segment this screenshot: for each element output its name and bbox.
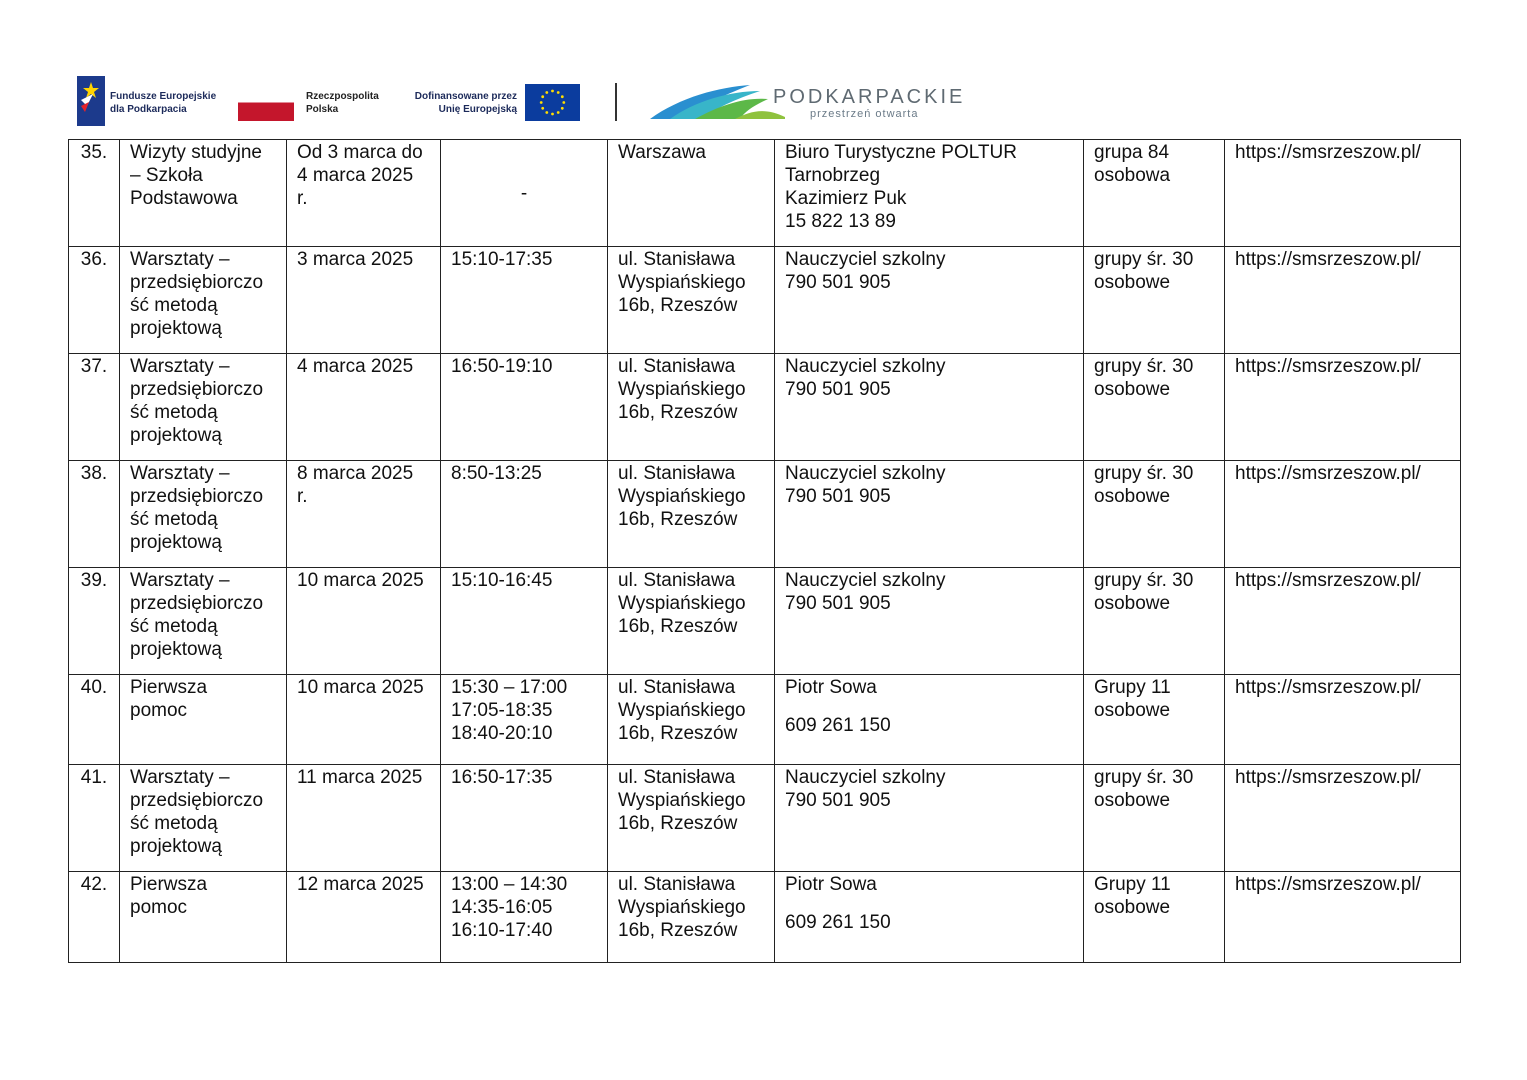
place-line: 16b, Rzeszów: [618, 920, 738, 941]
place-line: 16b, Rzeszów: [618, 295, 738, 316]
title-line: pomoc: [130, 700, 188, 721]
place-line: Wyspiańskiego: [618, 897, 746, 918]
row-group: [1084, 140, 1225, 247]
row-contact: [775, 568, 1084, 675]
row-place: [608, 568, 775, 675]
title-line: Podstawowa: [130, 188, 238, 209]
place-line: Warszawa: [618, 142, 706, 163]
time-line: 15:10-17:35: [451, 249, 553, 270]
row-place: [608, 247, 775, 354]
place-line: ul. Stanisława: [618, 356, 736, 377]
place-line: Wyspiańskiego: [618, 272, 746, 293]
group-line: Grupy 11: [1094, 677, 1171, 698]
title-line: Wizyty studyjne: [130, 142, 262, 163]
contact-phone: 609 261 150: [785, 715, 891, 736]
logo-separator: [615, 83, 617, 121]
date-line: r.: [297, 486, 308, 507]
title-line: projektową: [130, 318, 222, 339]
title-line: przedsiębiorczo: [130, 379, 264, 400]
date-line: 11 marca 2025: [297, 767, 423, 788]
date-line: 4 marca 2025: [297, 356, 414, 377]
contact-line: Nauczyciel szkolny: [785, 570, 946, 591]
row-time: [441, 140, 608, 247]
place-line: ul. Stanisława: [618, 874, 736, 895]
title-line: Warsztaty –: [130, 249, 230, 270]
row-title: [120, 247, 287, 354]
table-row: [69, 765, 1461, 872]
date-line: 4 marca 2025: [297, 165, 414, 186]
place-line: ul. Stanisława: [618, 570, 736, 591]
time-line: 8:50-13:25: [451, 463, 542, 484]
row-group: [1084, 872, 1225, 963]
row-url[interactable]: https://smsrzeszow.pl/: [1225, 568, 1461, 675]
title-line: Warsztaty –: [130, 463, 230, 484]
title-line: ść metodą: [130, 813, 218, 834]
table-row: [69, 247, 1461, 354]
time-line: 17:05-18:35: [451, 700, 553, 721]
title-line: ść metodą: [130, 509, 218, 530]
contact-name: Piotr Sowa: [785, 677, 877, 698]
row-title: [120, 568, 287, 675]
group-line: osobowa: [1094, 165, 1171, 186]
contact-line: Biuro Turystyczne POLTUR: [785, 142, 1017, 163]
podkarpackie-logo-name: PODKARPACKIE: [773, 86, 966, 108]
title-line: przedsiębiorczo: [130, 272, 264, 293]
row-time: [441, 247, 608, 354]
contact-spacer: [785, 896, 1073, 911]
row-time: [441, 354, 608, 461]
time-line: -: [520, 183, 528, 204]
row-url[interactable]: https://smsrzeszow.pl/: [1225, 247, 1461, 354]
group-line: grupy śr. 30: [1094, 356, 1194, 377]
contact-line: Nauczyciel szkolny: [785, 767, 946, 788]
row-place: [608, 354, 775, 461]
contact-spacer: [785, 699, 1073, 714]
row-place: [608, 140, 775, 247]
row-place: [608, 675, 775, 765]
funds-logo-line1: Fundusze Europejskie: [110, 91, 217, 102]
row-group: [1084, 461, 1225, 568]
contact-line: 790 501 905: [785, 379, 891, 400]
row-url[interactable]: https://smsrzeszow.pl/: [1225, 765, 1461, 872]
place-line: 16b, Rzeszów: [618, 813, 738, 834]
time-line: 13:00 – 14:30: [451, 874, 568, 895]
row-number: 40.: [69, 675, 120, 765]
group-line: Grupy 11: [1094, 874, 1171, 895]
row-time: [441, 568, 608, 675]
group-line: osobowe: [1094, 486, 1171, 507]
place-line: ul. Stanisława: [618, 677, 736, 698]
podkarpackie-logo-tagline: przestrzeń otwarta: [810, 108, 919, 120]
eu-logo-line2: Unię Europejską: [438, 104, 517, 115]
contact-name: Piotr Sowa: [785, 874, 877, 895]
row-contact: [775, 354, 1084, 461]
row-contact: [775, 140, 1084, 247]
header-logos: [0, 0, 1527, 135]
row-contact: [775, 247, 1084, 354]
title-line: projektową: [130, 836, 222, 857]
title-line: ść metodą: [130, 295, 218, 316]
row-title: [120, 354, 287, 461]
title-line: ść metodą: [130, 616, 218, 637]
row-contact: [775, 461, 1084, 568]
row-group: [1084, 354, 1225, 461]
row-date: [287, 872, 441, 963]
row-url[interactable]: https://smsrzeszow.pl/: [1225, 872, 1461, 963]
podkarpackie-wave-icon: [650, 83, 785, 121]
place-line: Wyspiańskiego: [618, 790, 746, 811]
row-date: [287, 461, 441, 568]
row-url[interactable]: https://smsrzeszow.pl/: [1225, 140, 1461, 247]
date-line: r.: [297, 188, 308, 209]
row-url[interactable]: https://smsrzeszow.pl/: [1225, 354, 1461, 461]
row-contact: [775, 872, 1084, 963]
place-line: Wyspiańskiego: [618, 593, 746, 614]
row-group: [1084, 568, 1225, 675]
row-title: [120, 675, 287, 765]
row-number: 36.: [69, 247, 120, 354]
row-time: [441, 675, 608, 765]
date-line: 12 marca 2025: [297, 874, 424, 895]
eu-logo-line1: Dofinansowane przez: [414, 91, 517, 102]
time-line: 16:50-17:35: [451, 767, 553, 788]
funds-logo-line2: dla Podkarpacia: [110, 104, 187, 115]
title-line: ść metodą: [130, 402, 218, 423]
row-group: [1084, 675, 1225, 765]
date-line: 8 marca 2025: [297, 463, 414, 484]
time-line: 14:35-16:05: [451, 897, 553, 918]
row-place: [608, 872, 775, 963]
title-line: przedsiębiorczo: [130, 486, 264, 507]
contact-phone: 609 261 150: [785, 912, 891, 933]
row-number: 37.: [69, 354, 120, 461]
title-line: Pierwsza: [130, 874, 208, 895]
place-line: Wyspiańskiego: [618, 700, 746, 721]
table-row: [69, 140, 1461, 247]
group-line: grupy śr. 30: [1094, 249, 1194, 270]
schedule-table: [68, 139, 1461, 963]
row-url[interactable]: https://smsrzeszow.pl/: [1225, 461, 1461, 568]
place-line: Wyspiańskiego: [618, 379, 746, 400]
contact-line: Kazimierz Puk: [785, 188, 907, 209]
row-date: [287, 568, 441, 675]
funds-logo-icon: [77, 76, 105, 126]
title-line: projektową: [130, 532, 222, 553]
place-line: 16b, Rzeszów: [618, 402, 738, 423]
place-line: 16b, Rzeszów: [618, 723, 738, 744]
row-group: [1084, 765, 1225, 872]
title-line: projektową: [130, 425, 222, 446]
row-date: [287, 675, 441, 765]
row-url[interactable]: https://smsrzeszow.pl/: [1225, 675, 1461, 765]
eu-flag-icon: [525, 84, 580, 121]
group-line: osobowe: [1094, 897, 1171, 918]
row-title: [120, 765, 287, 872]
row-title: [120, 872, 287, 963]
time-line: 15:10-16:45: [451, 570, 553, 591]
row-title: [120, 461, 287, 568]
time-line: 16:10-17:40: [451, 920, 553, 941]
contact-line: 790 501 905: [785, 593, 891, 614]
poland-logo-line2: Polska: [306, 104, 339, 115]
group-line: grupa 84: [1094, 142, 1170, 163]
row-number: 41.: [69, 765, 120, 872]
row-contact: [775, 675, 1084, 765]
row-title: [120, 140, 287, 247]
row-contact: [775, 765, 1084, 872]
table-row: [69, 568, 1461, 675]
time-line: 15:30 – 17:00: [451, 677, 568, 698]
contact-line: Tarnobrzeg: [785, 165, 881, 186]
title-line: projektową: [130, 639, 222, 660]
row-date: [287, 354, 441, 461]
group-line: grupy śr. 30: [1094, 463, 1194, 484]
contact-line: 15 822 13 89: [785, 211, 896, 232]
title-line: Warsztaty –: [130, 570, 230, 591]
title-line: – Szkoła: [130, 165, 203, 186]
title-line: Warsztaty –: [130, 767, 230, 788]
time-line: 18:40-20:10: [451, 723, 553, 744]
row-time: [441, 461, 608, 568]
row-date: [287, 247, 441, 354]
contact-line: 790 501 905: [785, 790, 891, 811]
row-place: [608, 765, 775, 872]
row-number: 35.: [69, 140, 120, 247]
group-line: osobowe: [1094, 272, 1171, 293]
date-line: 3 marca 2025: [297, 249, 414, 270]
eu-logo-text: [411, 90, 517, 116]
contact-line: Nauczyciel szkolny: [785, 249, 946, 270]
title-line: Warsztaty –: [130, 356, 230, 377]
row-date: [287, 765, 441, 872]
contact-line: Nauczyciel szkolny: [785, 463, 946, 484]
row-number: 38.: [69, 461, 120, 568]
table-row: [69, 872, 1461, 963]
date-line: Od 3 marca do: [297, 142, 423, 163]
contact-line: Nauczyciel szkolny: [785, 356, 946, 377]
place-line: Wyspiańskiego: [618, 486, 746, 507]
contact-line: 790 501 905: [785, 272, 891, 293]
title-line: pomoc: [130, 897, 188, 918]
contact-line: 790 501 905: [785, 486, 891, 507]
place-line: ul. Stanisława: [618, 249, 736, 270]
group-line: grupy śr. 30: [1094, 570, 1194, 591]
group-line: osobowe: [1094, 790, 1171, 811]
table-row: [69, 461, 1461, 568]
row-number: 42.: [69, 872, 120, 963]
row-time: [441, 765, 608, 872]
poland-flag-icon: [238, 84, 294, 121]
group-line: osobowe: [1094, 700, 1171, 721]
table-row: [69, 354, 1461, 461]
place-line: ul. Stanisława: [618, 767, 736, 788]
place-line: ul. Stanisława: [618, 463, 736, 484]
time-line: 16:50-19:10: [451, 356, 553, 377]
title-line: przedsiębiorczo: [130, 593, 264, 614]
row-time: [441, 872, 608, 963]
poland-logo-line1: Rzeczpospolita: [306, 91, 379, 102]
place-line: 16b, Rzeszów: [618, 509, 738, 530]
table-row: [69, 675, 1461, 765]
row-number: 39.: [69, 568, 120, 675]
row-date: [287, 140, 441, 247]
group-line: grupy śr. 30: [1094, 767, 1194, 788]
date-line: 10 marca 2025: [297, 570, 424, 591]
poland-logo-text: [306, 90, 379, 116]
funds-logo-text: [110, 90, 216, 116]
title-line: Pierwsza: [130, 677, 208, 698]
row-group: [1084, 247, 1225, 354]
group-line: osobowe: [1094, 379, 1171, 400]
date-line: 10 marca 2025: [297, 677, 424, 698]
place-line: 16b, Rzeszów: [618, 616, 738, 637]
title-line: przedsiębiorczo: [130, 790, 264, 811]
group-line: osobowe: [1094, 593, 1171, 614]
row-place: [608, 461, 775, 568]
